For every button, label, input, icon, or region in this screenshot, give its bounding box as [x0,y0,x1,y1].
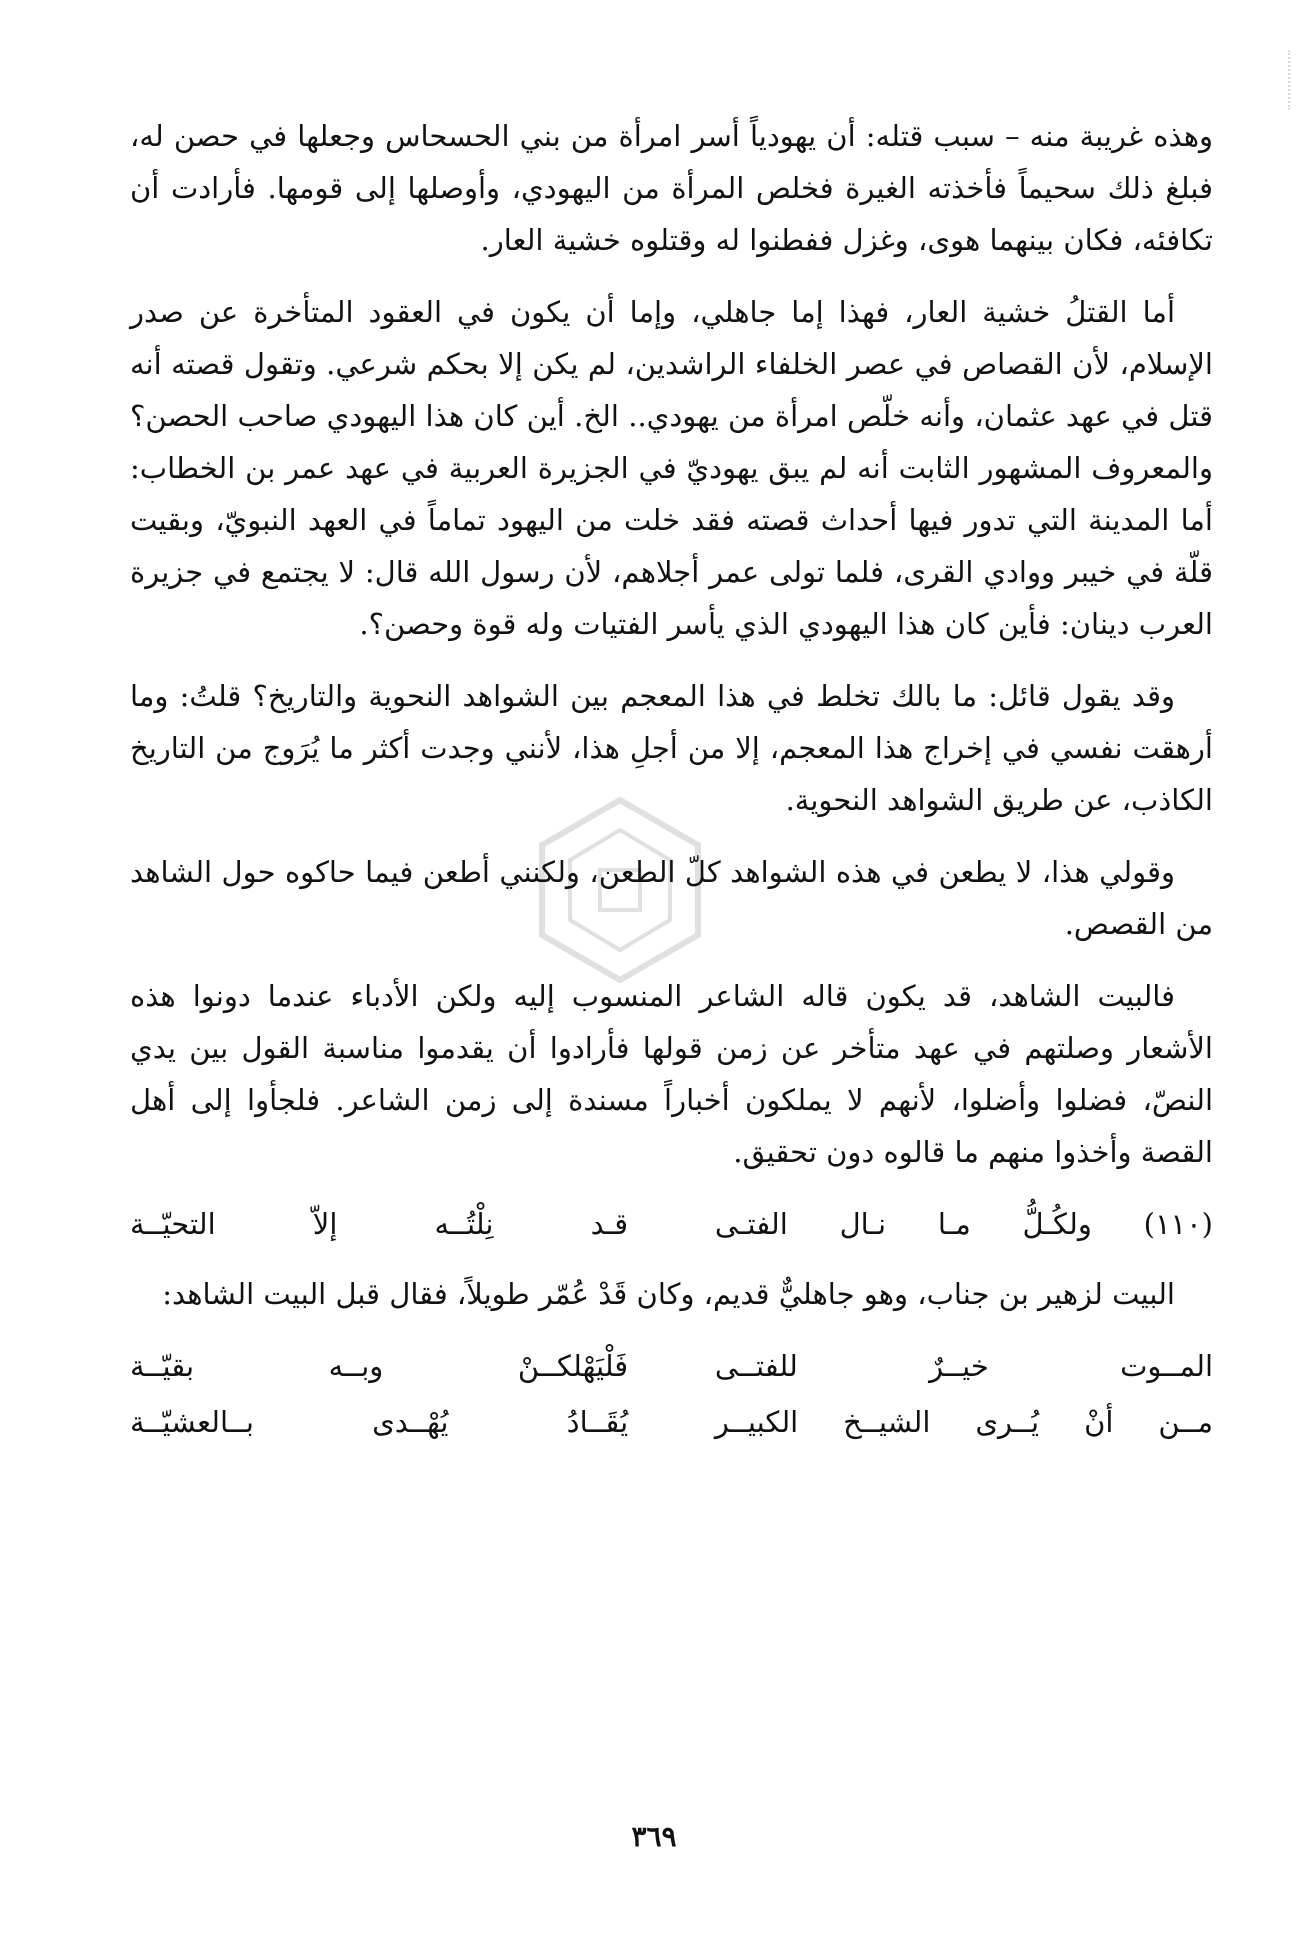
poem-line [130,1340,1213,1392]
poem-line-1-second: فَلْيَهْلكــنْ وبــه بقيّــة [130,1349,629,1383]
scan-edge-marks [1278,50,1290,110]
poem-line [130,1396,1213,1448]
poem-line-2-first: مــن أنْ يُــرى الشيــخ الكبيــر [714,1405,1213,1439]
poem-line-1-first: المــوت خيــرٌ للفتــى [714,1349,1213,1383]
paragraph-5: فالبيت الشاهد، قد يكون قاله الشاعر المنسوب إليه ولكن الأدباء عندما دونوا هذه الأشعار وصلتهم في عهد متأخر عن زمن قولها فأرادوا أن يقدموا مناسبة القول بين يدي النصّ، فضلوا وأضلوا، لأنهم لا يملكون أخباراً مسندة إلى زمن الشاعر. فلجأوا إلى أهل القصة وأخذوا منهم ما قالوه دون تحقيق. [130,979,1213,1169]
verse-110 [130,1198,1213,1250]
main-text [130,110,1213,1452]
paragraph-4: وقولي هذا، لا يطعن في هذه الشواهد كلّ الطعن، ولكنني أطعن فيما حاكوه حول الشاهد من القصص. [130,855,1213,941]
paragraph-2: أما القتلُ خشية العار، فهذا إما جاهلي، وإما أن يكون في العقود المتأخرة عن صدر الإسلام، لأن القصاص في عصر الخلفاء الراشدين، لم يكن إلا بحكم شرعي. وتقول قصته أنه قتل في عهد عثمان، وأنه خلّص امرأة من يهودي.. الخ. أين كان هذا اليهودي صاحب الحصن؟ والمعروف المشهور الثابت أنه لم يبق يهوديّ في الجزيرة العربية في عهد عمر بن الخطاب: أما المدينة التي تدور فيها أحداث قصته فقد خلت من اليهود تماماً في العهد النبويّ، وبقيت قلّة في خيبر ووادي القرى، فلما تولى عمر أجلاهم، لأن رسول الله قال: لا يجتمع في جزيرة العرب دينان: فأين كان هذا اليهودي الذي يأسر الفتيات وله قوة وحصن؟. [130,295,1213,641]
paragraph-3: وقد يقول قائل: ما بالك تخلط في هذا المعجم بين الشواهد النحوية والتاريخ؟ قلتُ: وما أرهقت نفسي في إخراج هذا المعجم، إلا من أجلِ هذا، لأنني وجدت أكثر ما يُرَوج من التاريخ الكاذب، عن طريق الشواهد النحوية. [130,679,1213,817]
paragraph-after-verse: البيت لزهير بن جناب، وهو جاهليٌّ قديم، وكان قَدْ عُمّر طويلاً، فقال قبل البيت الشاهد: [162,1277,1175,1311]
verse-110-second-hemistich: قـد نِلْتُــه إلاّ التحيّــة [130,1207,629,1241]
poem-block [130,1340,1213,1448]
poem-line-2-second: يُقَــادُ يُهْــدى بــالعشيّــة [130,1405,629,1439]
paragraph-1: وهذه غريبة منه – سبب قتله: أن يهودياً أسر امرأة من بني الحسحاس وجعلها في حصن له، فبلغ ذلك سحيماً فأخذته الغيرة فخلص المرأة من اليهودي، وأوصلها إلى قومها. فأرادت أن تكافئه، فكان بينهما هوى، وغزل ففطنوا له وقتلوه خشية العار. [130,119,1213,257]
page-number: ٣٦٩ [631,1820,677,1853]
verse-110-first-hemistich: (١١٠) ولكُـلُّ مـا نـال الفتـى [714,1207,1213,1241]
